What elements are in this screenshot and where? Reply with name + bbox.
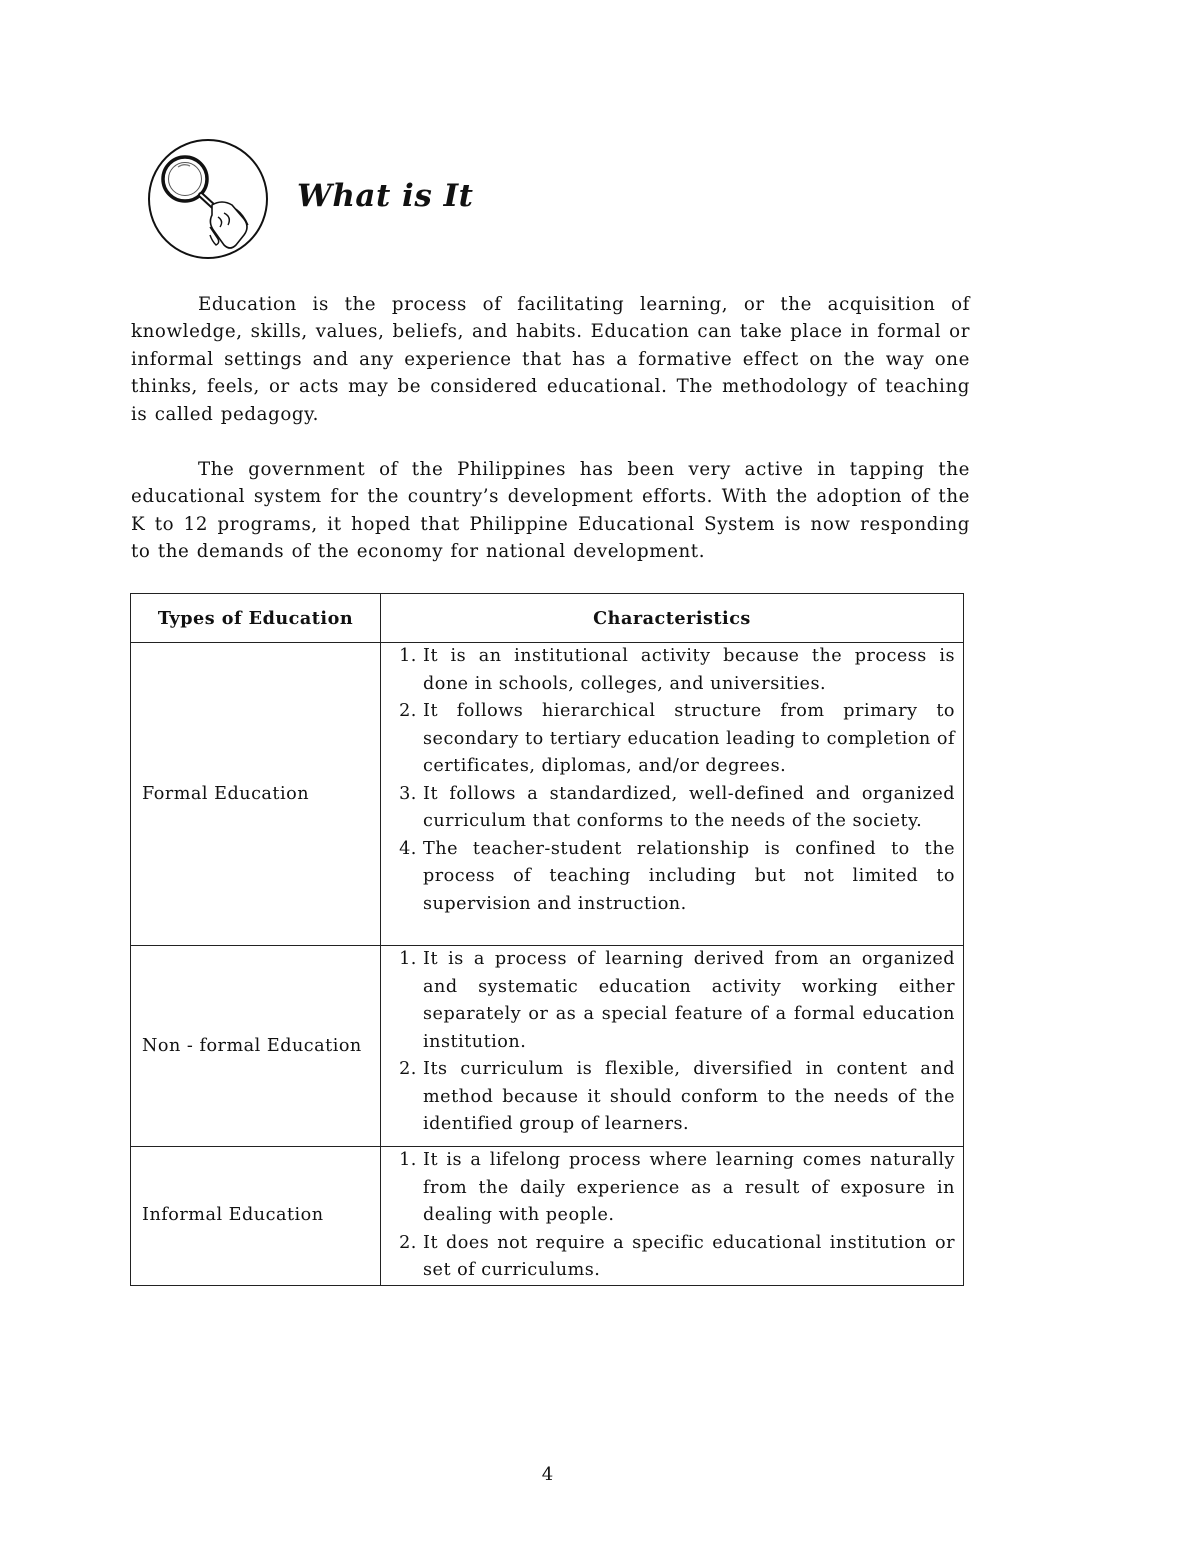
table-row	[131, 1147, 964, 1286]
characteristics-list	[389, 946, 955, 1139]
list-item: 2. It does not require a specific educational institution or set of curriculums.	[423, 1230, 955, 1285]
list-item: 1. It is an institutional activity because the process is done in schools, colleges, and universities.	[423, 643, 955, 698]
list-item: 2. It follows hierarchical structure from primary to secondary to tertiary education leading to completion of certificates, diplomas, and/or degrees.	[423, 698, 955, 781]
characteristics-cell	[381, 946, 964, 1147]
list-item: 1. It is a lifelong process where learning comes naturally from the daily experience as a result of exposure in dealing with people.	[423, 1147, 955, 1230]
type-cell: Formal Education	[131, 643, 381, 946]
magnifying-glass-hand-icon	[140, 135, 272, 263]
list-item: 3. It follows a standardized, well-defined and organized curriculum that conforms to the needs of the society.	[423, 781, 955, 836]
characteristics-cell	[381, 1147, 964, 1286]
type-cell: Informal Education	[131, 1147, 381, 1286]
characteristics-list	[389, 1147, 955, 1285]
paragraph-government: The government of the Philippines has been very active in tapping the educational system for the country’s development efforts. With the adoption of the K to 12 programs, it hoped that Philippine Educational System is now responding to the demands of the economy for national development.	[131, 459, 970, 563]
header-characteristics: Characteristics	[381, 594, 964, 643]
page-number: 4	[541, 1464, 554, 1485]
list-item: 1. It is a process of learning derived from an organized and systematic education activity working either separately or as a special feature of a formal education institution.	[423, 946, 955, 1056]
government-paragraph	[131, 456, 970, 566]
characteristics-cell	[381, 643, 964, 946]
header-types: Types of Education	[131, 594, 381, 643]
list-item: 4. The teacher-student relationship is confined to the process of teaching including but not limited to supervision and instruction.	[423, 836, 955, 919]
list-item: 2. Its curriculum is flexible, diversified in content and method because it should conform to the needs of the identified group of learners.	[423, 1056, 955, 1139]
type-cell: Non - formal Education	[131, 946, 381, 1147]
intro-paragraph	[131, 291, 970, 428]
characteristics-list	[389, 643, 955, 918]
table-row	[131, 946, 964, 1147]
section-title: What is It	[297, 178, 474, 214]
education-types-table	[130, 593, 964, 1286]
table-row	[131, 643, 964, 946]
table-header-row	[131, 594, 964, 643]
paragraph-education: Education is the process of facilitating learning, or the acquisition of knowledge, skills, values, beliefs, and habits. Education can take place in formal or informal settings and any experience that has a formative effect on the way one thinks, feels, or acts may be considered educational. The methodology of teaching is called pedagogy.	[131, 294, 970, 425]
